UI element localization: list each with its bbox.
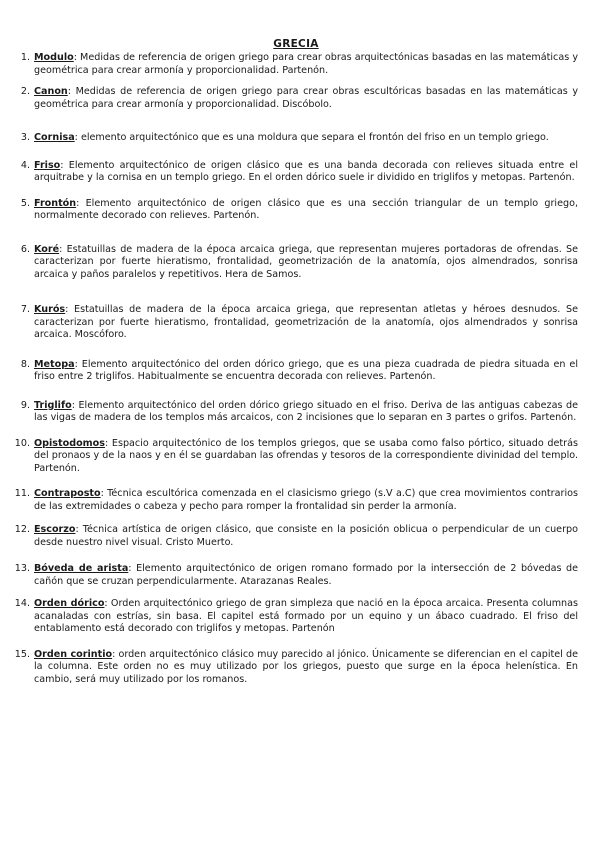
- term-list: [14, 52, 578, 686]
- term-number: 2.: [20, 86, 30, 97]
- term-text: Espacio arquitectónico de los templos griegos, que se usaba como falso pórtico, situado detrás del pronaos y de la naos y en él se guardaban las ofrendas y tesoros de la correspondiente divinidad del templo. Partenón.: [34, 437, 578, 474]
- term-number: 5.: [20, 197, 30, 209]
- term-definition: [34, 198, 578, 223]
- term-number: 4.: [20, 159, 30, 171]
- term-name: Kurós: [34, 304, 66, 315]
- term-name: Koré: [34, 243, 60, 255]
- term-text: Elemento arquitectónico de origen romano formado por la intersección de 2 bóvedas de cañón que se cruzan perpendicularmente. Atarazanas Reales.: [34, 563, 578, 587]
- term-text: elemento arquitectónico que es una moldura que separa el frontón del friso en un templo griego.: [77, 132, 549, 143]
- term-text: Orden arquitectónico griego de gran simpleza que nació en la época arcaica. Presenta columnas acanaladas con estrías, sin basa. El capitel está formado por un equino y un ábaco cuadrado. El friso del entablamento está decorado con triglifos y metopas. Partenón: [34, 598, 579, 634]
- term-number: 10.: [14, 437, 30, 449]
- term-item: [14, 244, 578, 282]
- term-definition: [34, 438, 578, 476]
- term-separator: :: [71, 399, 75, 411]
- term-separator: :: [112, 648, 116, 660]
- term-number: 3.: [20, 132, 30, 143]
- term-definition: [34, 304, 578, 342]
- term-text: Técnica escultórica comenzada en el clasicismo griego (s.V a.C) que crea movimientos contrarios de las extremidades o cabeza y pecho para romper la frontalidad sin perder la armonía.: [34, 488, 578, 512]
- term-separator: :: [59, 243, 63, 255]
- page-title: GRECIA: [273, 38, 319, 50]
- term-item: [14, 198, 578, 223]
- term-item: [14, 132, 578, 145]
- term-separator: :: [128, 563, 132, 574]
- term-definition: [34, 598, 578, 636]
- term-number: 13.: [14, 563, 30, 574]
- term-separator: :: [104, 437, 109, 449]
- term-separator: :: [74, 358, 78, 370]
- term-text: Elemento arquitectónico de origen clásico que es una banda decorada con relieves situada entre el arquitrabe y la cornisa en un templo griego. En el orden dórico suele ir dividido en triglifos y metopas. Partenón.: [34, 159, 578, 183]
- term-number: 12.: [14, 524, 30, 535]
- term-name: Orden corintio: [34, 648, 113, 660]
- term-number: 9.: [20, 399, 30, 411]
- term-name: Metopa: [34, 358, 75, 370]
- term-name: Orden dórico: [34, 598, 105, 609]
- term-separator: :: [67, 86, 71, 97]
- term-name: Contraposto: [34, 488, 101, 499]
- term-separator: :: [104, 598, 108, 609]
- term-separator: :: [74, 132, 78, 143]
- term-definition: [34, 86, 578, 111]
- term-number: 6.: [20, 243, 30, 255]
- term-text: Técnica artística de origen clásico, que consiste en la posición oblicua o perpendicular de un cuerpo desde nuestro nivel visual. Cristo Muerto.: [34, 524, 578, 548]
- term-text: Elemento arquitectónico del orden dórico griego, que es una pieza cuadrada de piedra situada en el friso entre 2 triglifos. Habitualmente se encuentra decorada con relieves. Partenón.: [34, 358, 578, 382]
- term-item: [14, 598, 578, 636]
- term-text: Estatuillas de madera de la época arcaica griega, que representan mujeres portadoras de ofrendas. Se caracterizan por fuerte hieratismo, frontalidad, geometrización de la anatomía, ojos almendrados, sonrisa arcaica y paños paralelos y repetitivos. Hera de Samos.: [34, 243, 578, 280]
- term-text: orden arquitectónico clásico muy parecido al jónico. Únicamente se diferencian en el capitel de la columna. Este orden no es muy utilizado por los griegos, puesto que surge en la época helenística. En cambio, será muy utilizado por los romanos.: [34, 648, 578, 685]
- term-name: Cornisa: [34, 132, 75, 143]
- term-name: Triglifo: [34, 399, 72, 411]
- term-item: [14, 359, 578, 384]
- term-name: Escorzo: [34, 524, 76, 535]
- term-definition: [34, 563, 578, 588]
- term-definition: [34, 649, 578, 687]
- term-number: 14.: [14, 598, 30, 609]
- term-number: 15.: [14, 648, 30, 660]
- term-name: Friso: [34, 159, 61, 171]
- term-number: 1.: [20, 52, 30, 63]
- term-separator: :: [100, 488, 104, 499]
- term-item: [14, 563, 578, 588]
- term-item: [14, 438, 578, 476]
- term-name: Canon: [34, 86, 68, 97]
- term-definition: [34, 244, 578, 282]
- term-definition: [34, 359, 578, 384]
- term-text: Medidas de referencia de origen griego para crear obras arquitectónicas basadas en las matemáticas y geométrica para crear armonía y proporcionalidad. Partenón.: [34, 52, 578, 76]
- term-separator: :: [75, 524, 79, 535]
- term-name: Frontón: [34, 197, 77, 209]
- term-separator: :: [76, 197, 80, 209]
- term-name: Bóveda de arista: [34, 563, 129, 574]
- term-item: [14, 524, 578, 549]
- term-number: 11.: [14, 488, 30, 499]
- term-separator: :: [65, 304, 69, 315]
- term-name: Modulo: [34, 52, 74, 63]
- term-text: Elemento arquitectónico del orden dórico griego situado en el friso. Deriva de las antiguas cabezas de las vigas de madera de los templos más arcaicos, con 2 incisiones que lo separan en 3 partes o grifos. Partenón.: [34, 399, 578, 423]
- term-definition: [34, 400, 578, 425]
- term-item: [14, 649, 578, 687]
- term-name: Opistodomos: [34, 437, 105, 449]
- term-text: Medidas de referencia de origen griego para crear obras escultóricas basadas en las matemáticas y geométrica para crear armonía y proporcionalidad. Discóbolo.: [34, 86, 578, 110]
- term-item: [14, 400, 578, 425]
- term-definition: [34, 524, 578, 549]
- term-item: [14, 160, 578, 185]
- term-separator: :: [73, 52, 77, 63]
- term-definition: [34, 488, 578, 513]
- term-number: 7.: [20, 304, 30, 315]
- term-item: [14, 304, 578, 342]
- term-item: [14, 86, 578, 111]
- term-text: Estatuillas de madera de la época arcaica griega, que representan atletas y héroes desnudos. Se caracterizan por fuerte hieratismo, frontalidad, geometrización de la anatomía, ojos almendrados y sonrisa arcaica. Moscóforo.: [34, 304, 578, 340]
- term-definition: [34, 160, 578, 185]
- term-definition: [34, 132, 578, 145]
- term-number: 8.: [20, 358, 30, 370]
- term-definition: [34, 52, 578, 77]
- term-item: [14, 488, 578, 513]
- term-separator: :: [60, 159, 64, 171]
- term-item: [14, 52, 578, 77]
- term-text: Elemento arquitectónico de origen clásico que es una sección triangular de un templo griego, normalmente decorado con relieves. Partenón.: [34, 197, 578, 221]
